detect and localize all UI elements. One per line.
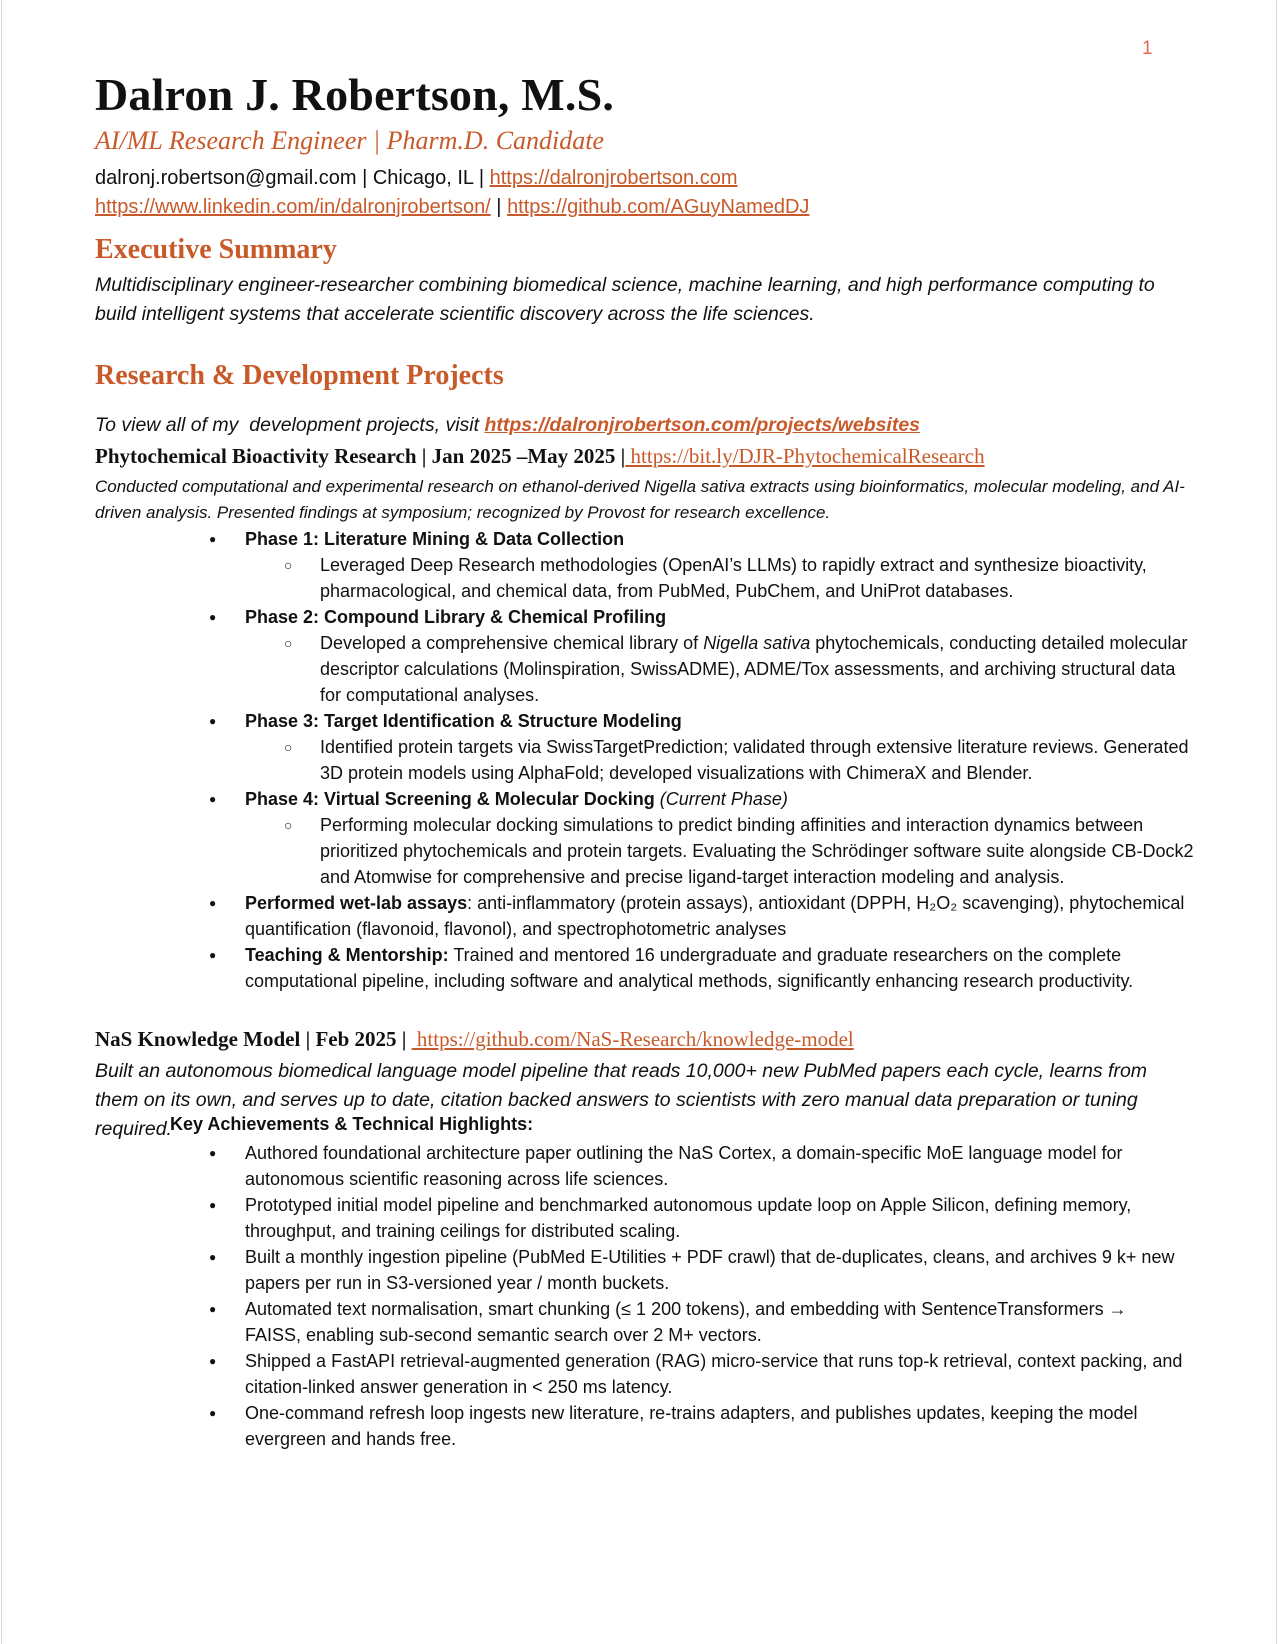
- projects-intro-link[interactable]: https://dalronjrobertson.com/projects/websites: [484, 414, 921, 436]
- phase4-subitems: [245, 812, 1195, 890]
- website-link[interactable]: https://dalronjrobertson.com: [489, 167, 738, 189]
- list-item: ○ Performing molecular docking simulations to predict binding affinities and interaction dynamics between prioritized phytochemicals and protein targets. Evaluating the Schrödinger software suite alongside CB-Dock2 and Atomwise for comprehensive and precise ligand-target interaction modeling and analysis.: [320, 812, 1195, 890]
- phase2-subitems: [245, 630, 1195, 708]
- project2-bullets: [245, 1140, 1185, 1452]
- teaching-label: Teaching & Mentorship:: [245, 945, 449, 965]
- phase3-label: Phase 3: Target Identification & Structure Modeling: [245, 711, 682, 731]
- executive-summary-text: Multidisciplinary engineer-researcher combining biomedical science, machine learning, and high performance computing to build intelligent systems that accelerate scientific discovery across the life sciences.: [95, 274, 1155, 325]
- project2-description: Built an autonomous biomedical language model pipeline that reads 10,000+ new PubMed papers each cycle, learns from them on its own, and serves up to date, citation backed answers to scientists with zero manual data preparation or tuning required.: [95, 1060, 1148, 1140]
- list-item: ● Shipped a FastAPI retrieval-augmented generation (RAG) micro-service that runs top-k retrieval, context packing, and citation-linked answer generation in < 250 ms latency.: [245, 1348, 1185, 1400]
- document-page: [1, 0, 1277, 1644]
- project1-title-line: [95, 444, 985, 469]
- phase1-subitems: [245, 552, 1195, 604]
- list-item: ○ Identified protein targets via SwissTargetPrediction; validated through extensive literature reviews. Generated 3D protein models using AlphaFold; developed visualizations with ChimeraX and Blender.: [320, 734, 1195, 786]
- list-item: [245, 942, 1195, 994]
- contact-line-1: [95, 167, 737, 190]
- phase1-label: Phase 1: Literature Mining & Data Collection: [245, 529, 625, 549]
- project1-bullets: [245, 526, 1195, 994]
- phase2-detail-italic: Nigella sativa: [703, 633, 811, 653]
- project2-link[interactable]: https://github.com/NaS-Research/knowledge-model: [411, 1027, 854, 1051]
- list-item: ● One-command refresh loop ingests new literature, re-trains adapters, and publishes updates, keeping the model evergreen and hands free.: [245, 1400, 1185, 1452]
- list-item: [245, 890, 1195, 942]
- list-item: [245, 604, 1195, 708]
- candidate-subtitle: AI/ML Research Engineer | Pharm.D. Candidate: [95, 126, 605, 155]
- wetlab-detail: : anti-inflammatory (protein assays), antioxidant (DPPH, H₂O₂ scavenging), phytochemical quantification (flavonoid, flavonol), and spectrophotometric analyses: [245, 893, 1185, 939]
- projects-intro-text: To view all of my development projects, visit: [95, 414, 485, 436]
- list-item: ● Automated text normalisation, smart chunking (≤ 1 200 tokens), and embedding with SentenceTransformers → FAISS, enabling sub-second semantic search over 2 M+ vectors.: [245, 1296, 1185, 1348]
- phase2-label: Phase 2: Compound Library & Chemical Profiling: [245, 607, 667, 627]
- phase4-note: (Current Phase): [654, 789, 788, 809]
- project1-link[interactable]: https://bit.ly/DJR-PhytochemicalResearch: [625, 444, 985, 468]
- project1-title: Phytochemical Bioactivity Research | Jan 2025 –May 2025 |: [95, 444, 626, 468]
- key-achievements-heading: Key Achievements & Technical Highlights:: [170, 1114, 534, 1134]
- list-item: [245, 526, 1195, 604]
- contact-email-location: dalronj.robertson@gmail.com | Chicago, IL |: [95, 167, 490, 189]
- list-item: ○ Leveraged Deep Research methodologies (OpenAI’s LLMs) to rapidly extract and synthesize bioactivity, pharmacological, and chemical data, from PubMed, PubChem, and UniProt databases.: [320, 552, 1195, 604]
- project2-title: NaS Knowledge Model | Feb 2025 |: [95, 1027, 412, 1051]
- candidate-name: Dalron J. Robertson, M.S.: [95, 69, 615, 120]
- list-item: ● Prototyped initial model pipeline and benchmarked autonomous update loop on Apple Silicon, defining memory, throughput, and training ceilings for distributed scaling.: [245, 1192, 1185, 1244]
- list-item: ● Authored foundational architecture paper outlining the NaS Cortex, a domain-specific MoE language model for autonomous scientific reasoning across life sciences.: [245, 1140, 1185, 1192]
- phase2-detail-a: Developed a comprehensive chemical library of: [320, 633, 704, 653]
- list-item: [245, 786, 1195, 890]
- project1-description: Conducted computational and experimental research on ethanol-derived Nigella sativa extracts using bioinformatics, molecular modeling, and AI-driven analysis. Presented findings at symposium; recognized by Provost for research excellence.: [95, 477, 1185, 522]
- wetlab-label: Performed wet-lab assays: [245, 893, 468, 913]
- link-separator: |: [490, 196, 508, 218]
- teaching-detail: Trained and mentored 16 undergraduate and graduate researchers on the complete computational pipeline, including software and analytical methods, significantly enhancing research productivity.: [245, 945, 1134, 991]
- linkedin-link[interactable]: https://www.linkedin.com/in/dalronjrobertson/: [95, 196, 491, 218]
- phase3-subitems: [245, 734, 1195, 786]
- contact-line-2: [95, 196, 809, 219]
- project2-title-line: [95, 1027, 854, 1052]
- list-item: ● Built a monthly ingestion pipeline (PubMed E-Utilities + PDF crawl) that de-duplicates, cleans, and archives 9 k+ new papers per run in S3-versioned year / month buckets.: [245, 1244, 1185, 1296]
- list-item: [320, 630, 1195, 708]
- github-link[interactable]: https://github.com/AGuyNamedDJ: [507, 196, 810, 218]
- phase2-detail-b: phytochemicals, conducting detailed molecular descriptor calculations (Molinspiration, SwissADME), ADME/Tox assessments, and archiving structural data for computational analyses.: [320, 633, 1188, 705]
- executive-summary-heading: Executive Summary: [95, 234, 337, 265]
- phase4-label: Phase 4: Virtual Screening & Molecular Docking: [245, 789, 655, 809]
- projects-heading: Research & Development Projects: [95, 360, 504, 391]
- list-item: [245, 708, 1195, 786]
- projects-intro: [95, 413, 1185, 437]
- page-number: 1: [1142, 38, 1153, 59]
